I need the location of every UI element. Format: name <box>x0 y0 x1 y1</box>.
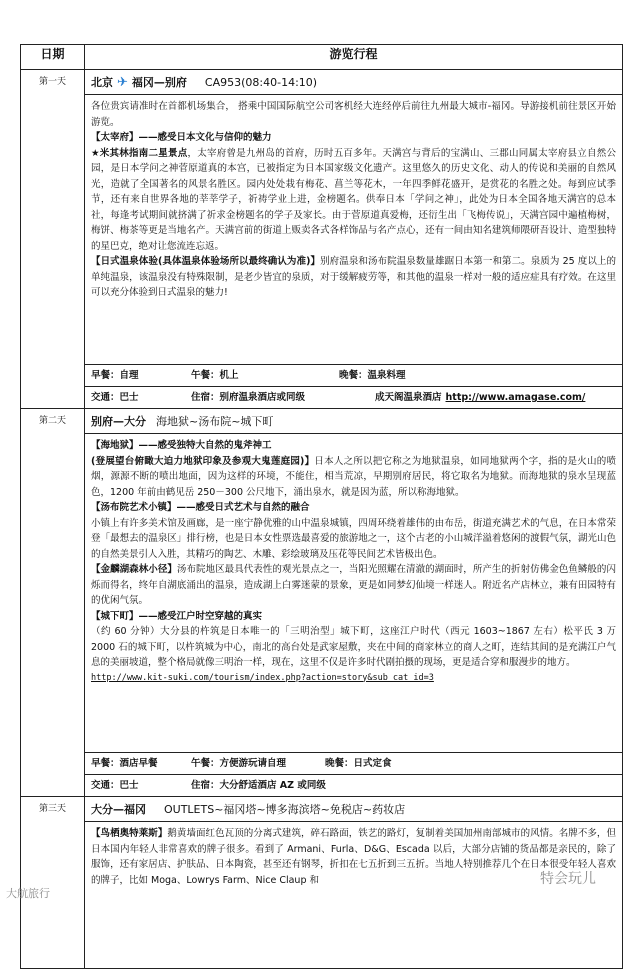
day2-section2-title: 【汤布院艺术小镇】——感受日式艺术与自然的融合 <box>91 502 310 513</box>
day1-lunch: 午餐：机上 <box>191 370 239 381</box>
day1-dinner: 晚餐： <box>339 370 368 381</box>
day2-route: 别府—大分 <box>91 415 146 428</box>
airplane-icon: ✈ <box>117 75 128 90</box>
day1-section1-text: ，太宰府曾是九州岛的首府，历时五百多年。天满宫与背后的宝满山、三郡山同属太宰府县立自然公园，是日本学问之神菅原道真的本宫，已被指定为日本国家级文化遗产。这里悠久的历史文化、动人的传说和美丽的自然风光，造就了全国著名的风景名胜区。园内处处栽有梅花、菖兰等花木，一年四季鲜花盛开，是赏花的名胜之处。每到应试季节，还有来自世界各地的莘莘学子，祈祷学业上进，金榜题名。供奉日本「学问之神」，此处为日本全国各地天满宫的总本社，每逢考试期间就挤满了祈求金榜题名的学子及家长。由于菅原道真爱梅，还衍生出「飞梅传说」，天满宫园中遍植梅树，梅饼、梅茶等更是当地名产。天满宫前的街道上贩卖各式各样饰品与名产点心，还有一间由知名建筑师隈研吾设计、造型独特的星巴克，绝对让您流连忘返。 <box>91 147 616 252</box>
day1-intro: 各位贵宾请准时在首都机场集合， 搭乘中国国际航空公司客机经大连经停后前往九州最大城市-福冈。导游接机前往景区开始游览。 <box>91 101 616 128</box>
day2-meals-row <box>21 753 623 775</box>
day3-section1-text: 鹅黄墙面红色瓦顶的分离式建筑，碎石路面，铁艺的路灯，复制着美国加州南部城市的风情。名牌不多，但日本国内年轻人非常喜欢的牌子很多。看到了 Armani、Furla、D&G、Escada 以后，大部分店铺的货品都是亲民的，除了服饰，还有家居店、护肤品、日本陶瓷，甚至还有钢琴，折扣在七五折到三五折。当地人特别推荐几个在日本很受年轻人喜欢的牌子，比如 Moga、Lowrys Farm、Nice Claup 和 <box>91 828 616 886</box>
day2-section2-text: 小镇上有许多美术馆及画廊，是一座宁静优雅的山中温泉城镇，四周环绕着雄伟的由布岳，街道充满艺术的气息，在日本常荣登「最想去的温泉区」排行榜，也是日本女性票选最喜爱的旅游地之一，这个古老的小山城洋溢着悠闲的渡假气氛，湖光山色的自然美景引人入胜，其精巧的陶艺、木雕、彩绘玻璃及压花等民间艺术皆极出色。 <box>91 517 616 560</box>
day3-body-row <box>21 822 623 969</box>
day1-transport: 交通：巴士 <box>91 392 139 403</box>
day2-breakfast: 早餐：酒店早餐 <box>91 758 158 769</box>
day1-route-dest: 福冈—别府 <box>131 76 187 89</box>
day1-hotel-url[interactable]: http://www.amagase.com/ <box>445 392 586 403</box>
day3-label: 第三天 <box>21 797 85 969</box>
day2-section3-title: 【金麟湖森林小径】 <box>91 564 177 575</box>
day1-section2-title: 【日式温泉体验(具体温泉体验场所以最终确认为准)】 <box>91 256 321 267</box>
day3-route: 大分—福冈 <box>91 803 146 816</box>
day1-hotel: 住宿：别府温泉酒店或同级 <box>191 392 306 403</box>
day2-section1-text: 日本人之所以把它称之为地狱温泉，如同地狱两个字，指的是火山的喷烟，源源不断的喷出地面，因为这样的环境，不能住，相当荒凉，早期别府居民，将它取名为地狱。而海地狱的泉水呈现蓝色，1200 年前由鹤见岳 250－300 公尺地下，涌出泉水，就是因为蓝，所以称海地狱。 <box>91 455 616 498</box>
day1-meals-row <box>21 365 623 387</box>
day1-label: 第一天 <box>21 70 85 409</box>
itinerary-table <box>20 44 623 969</box>
day1-hotel-alt: 成天阁温泉酒店 <box>375 392 442 403</box>
day1-michelin-star: ★米其林指南二星景点 <box>91 147 188 159</box>
day3-route-row <box>21 797 623 822</box>
day2-hotel: 住宿：大分舒适酒店 AZ 或同级 <box>191 780 326 791</box>
day2-transport: 交通：巴士 <box>91 780 139 791</box>
day2-section4-title: 【城下町】——感受江户时空穿越的真实 <box>91 610 263 622</box>
day2-lunch: 午餐：方便游玩请自理 <box>191 758 287 769</box>
day3-route-sub: OUTLETS~福冈塔~博多海滨塔~免税店~药妆店 <box>164 803 406 816</box>
day1-body-row <box>21 95 623 365</box>
day1-flight: CA953(08:40-14:10) <box>204 76 318 89</box>
day1-breakfast: 早餐：自理 <box>91 370 139 381</box>
day1-dinner-value: 温泉料理 <box>367 370 406 381</box>
day2-dinner: 晚餐：日式定食 <box>325 758 392 769</box>
watermark-left: 大航旅行 <box>6 887 50 900</box>
date-header: 日期 <box>21 45 85 70</box>
day2-section3-text: 汤布院地区最具代表性的观光景点之一，当阳光照耀在清澈的湖面时，所产生的折射仿佛金色鱼鳞般的闪烁而得名，终年自湖底涌出的温泉，造成湖上白雾迷蒙的景象，更是如同梦幻仙境一样迷人。附近名产店林立，兼有田园特有的优闲气氛。 <box>91 564 616 606</box>
day2-link[interactable]: http://www.kit-suki.com/tourism/index.php?action=story&sub_cat_id=3 <box>91 672 434 683</box>
day2-label: 第二天 <box>21 409 85 797</box>
day2-body-row <box>21 434 623 753</box>
day3-section1-title: 【鸟栖奥特莱斯】 <box>91 828 168 839</box>
day2-section1-title: 【海地狱】——感受独特大自然的鬼斧神工 <box>91 440 272 451</box>
day2-route-row <box>21 409 623 434</box>
watermark-right: 特会玩儿 <box>540 871 596 887</box>
table-header <box>21 45 623 70</box>
day1-section2-text: 别府温泉和汤布院温泉数量雄踞日本第一和第二。泉质为 25 度以上的单纯温泉，该温泉没有特殊限制，是老少皆宜的泉质，对于缓解疲劳等，和其他的温泉一样对一般的适应症具有疗效。在这里可以充分体验到日式温泉的魅力! <box>91 256 616 298</box>
day1-route-origin: 北京 <box>91 76 113 89</box>
day1-transport-row <box>21 387 623 409</box>
day1-route-row <box>21 70 623 95</box>
day2-section4-text: （约 60 分钟）大分县的杵筑是日本唯一的「三明治型」城下町，这座江户时代（西元 1603~1867 左右）松平氏 3 万 2000 石的城下町，以杵筑城为中心，南北的高台处是武家屋敷，夹在中间的商家林立的商人之町，连结其间的是充满江户气息的美丽坡道，整个格局就像三明治一样，现在，这里不仅是许多时代剧拍摄的现场，更是适合穿和服漫步的地方。 <box>91 626 616 668</box>
day2-transport-row <box>21 775 623 797</box>
day2-route-sub: 海地狱~汤布院~城下町 <box>156 415 274 428</box>
day1-section1-title: 【太宰府】——感受日本文化与信仰的魅力 <box>91 132 272 143</box>
day2-section1-bold: (登展望台俯瞰大迫力地狱印象及参观大鬼莲庭园)】 <box>91 455 315 467</box>
itinerary-header: 游览行程 <box>85 45 623 70</box>
